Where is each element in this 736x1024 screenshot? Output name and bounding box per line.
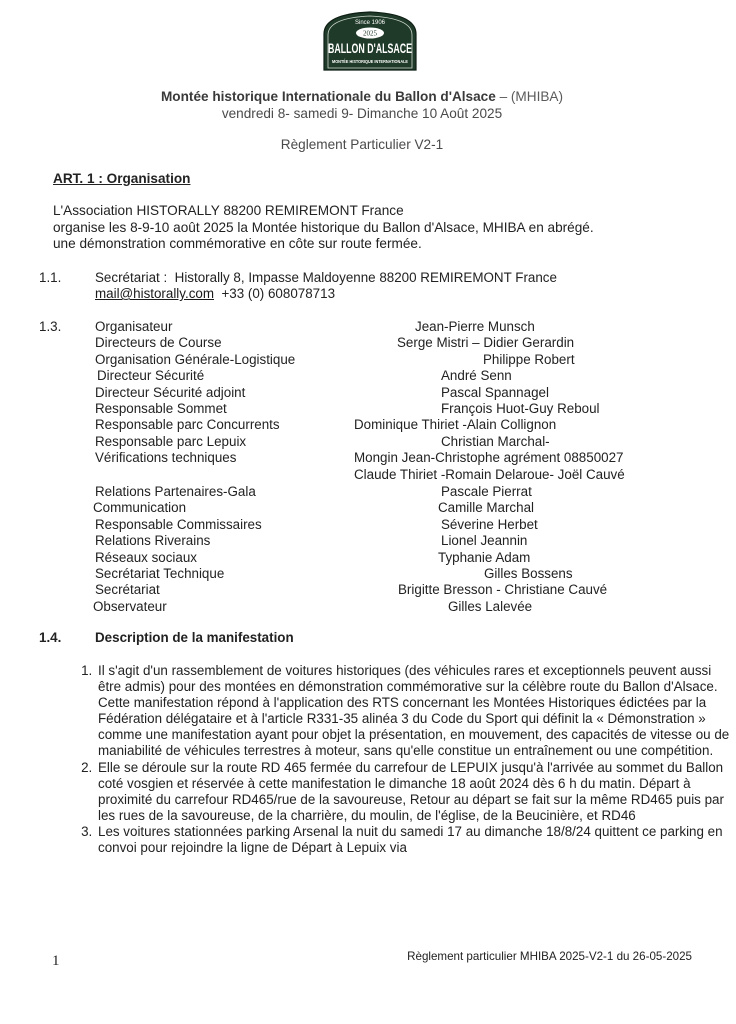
title-abbrev: – (MHIBA)	[495, 89, 564, 104]
secretariat-contact	[95, 286, 335, 302]
logo-name: BALLON D'ALSACE	[328, 41, 412, 56]
org-role: Observateur	[93, 598, 167, 614]
page-number: 1	[52, 953, 60, 969]
org-person: Typhanie Adam	[438, 549, 531, 565]
ballon-dalsace-logo	[318, 8, 422, 72]
intro-paragraph	[53, 203, 594, 253]
org-role: Organisateur	[95, 319, 173, 334]
org-role: Relations Partenaires-Gala	[95, 484, 256, 499]
footer-text: Règlement particulier MHIBA 2025-V2-1 du 26-05-2025	[407, 950, 692, 963]
org-person: Camille Marchal	[438, 500, 534, 516]
list-item: 1. Il s'agit d'un rassemblement de voitures historiques (des véhicules rares et exceptionnels peuvent aussi être admis) pour des montées en démonstration commémorative sur la célèbre route du Ballon d'Alsace. Cette manifestation répond à l'application des RTS concernant les Montées Historiques édictées par la Fédération délégataire et à l'article R331-35 alinéa 3 du Code du Sport qui définit la « Démonstration » comme une manifestation ayant pour objet la présentation, en mouvement, des capacités de vitesse ou de maniabilité de véhicules terrestres à moteur, sans qu'elle constitue un entraînement ou une compétition.	[96, 663, 736, 760]
org-role: Responsable parc Concurrents	[95, 417, 280, 433]
phone-number: +33 (0) 608078713	[221, 286, 336, 301]
event-dates: vendredi 8- samedi 9- Dimanche 10 Août 2025	[221, 106, 503, 121]
secretariat-line	[95, 270, 557, 286]
logo-year: 2025	[363, 29, 377, 38]
org-person: Philippe Robert	[483, 351, 575, 367]
org-role: Secrétariat	[95, 582, 160, 598]
org-role: Relations Riverains	[95, 533, 211, 549]
secretariat-address: Historally 8, Impasse Maldoyenne 88200 REMIREMONT France	[174, 270, 557, 285]
list-item: 3. Les voitures stationnées parking Arsenal la nuit du samedi 17 au dimanche 18/8/24 quittent ce parking en convoi pour rejoindre la ligne de Départ à Lepuix via	[96, 824, 736, 856]
org-person: Dominique Thiriet -Alain Collignon	[354, 417, 557, 433]
title-bold: Montée historique Internationale du Ballon d'Alsace	[160, 89, 496, 104]
intro-line: organise les 8-9-10 août 2025 la Montée historique du Ballon d'Alsace, MHIBA en abrégé.	[53, 219, 594, 235]
description-heading: Description de la manifestation	[95, 630, 294, 645]
org-role: Directeur Sécurité adjoint	[95, 384, 246, 400]
org-role: Communication	[93, 500, 187, 516]
org-person: Christian Marchal-	[441, 433, 550, 449]
secretariat-label: Secrétariat :	[95, 270, 168, 285]
logo-tagline: MONTÉE HISTORIQUE INTERNATIONALE	[332, 59, 409, 64]
org-person: Pascale Pierrat	[441, 484, 532, 499]
org-role: Réseaux sociaux	[95, 549, 197, 565]
article-heading: ART. 1 : Organisation	[53, 171, 191, 186]
org-person: Gilles Bossens	[484, 566, 573, 581]
org-role: Responsable Sommet	[95, 401, 227, 416]
org-person: Claude Thiriet -Romain Delaroue- Joël Cauvé	[354, 466, 625, 482]
org-person: Mongin Jean-Christophe agrément 08850027	[354, 450, 624, 466]
org-person: Lionel Jeannin	[441, 533, 528, 549]
intro-line: L'Association HISTORALLY 88200 REMIREMONT France	[53, 203, 404, 218]
org-person: Pascal Spannagel	[441, 384, 549, 400]
org-person: Séverine Herbet	[441, 516, 538, 532]
org-person: Serge Mistri – Didier Gerardin	[397, 335, 575, 351]
document-title	[0, 89, 724, 104]
document-subtitle: Règlement Particulier V2-1	[280, 137, 444, 152]
org-role: Vérifications techniques	[95, 450, 237, 466]
org-person: François Huot-Guy Reboul	[441, 401, 600, 416]
org-person: Gilles Lalevée	[448, 598, 533, 614]
section-number: 1.4.	[39, 630, 62, 645]
org-role: Responsable Commissaires	[95, 516, 262, 532]
org-person: André Senn	[441, 368, 512, 384]
list-item: 2. Elle se déroule sur la route RD 465 fermée du carrefour de LEPUIX jusqu'à l'arrivée au sommet du Ballon coté vosgien et réservée à cette manifestation le dimanche 18 août 2024 dès 6 h du matin. Départ à proximité du carrefour RD465/rue de la savoureuse, Retour au départ se fait sur la même RD465 puis par les rues de la savoureuse, de la charrière, du moulin, de l'église, de la Beucinière, et RD46	[96, 760, 736, 824]
section-number: 1.3.	[39, 319, 62, 334]
description-list	[53, 663, 736, 856]
org-role: Directeur Sécurité	[97, 368, 205, 384]
org-role: Organisation Générale-Logistique	[95, 351, 296, 367]
org-role: Directeurs de Course	[95, 335, 222, 351]
org-role: Secrétariat Technique	[95, 566, 225, 581]
org-role: Responsable parc Lepuix	[95, 433, 247, 449]
email-link[interactable]: mail@historally.com	[95, 286, 215, 301]
logo-since: Since 1906	[354, 20, 386, 26]
org-person: Jean-Pierre Munsch	[415, 319, 535, 334]
intro-line: une démonstration commémorative en côte sur route fermée.	[53, 236, 422, 252]
section-number: 1.1.	[39, 270, 62, 285]
org-person: Brigitte Bresson - Christiane Cauvé	[398, 582, 608, 598]
